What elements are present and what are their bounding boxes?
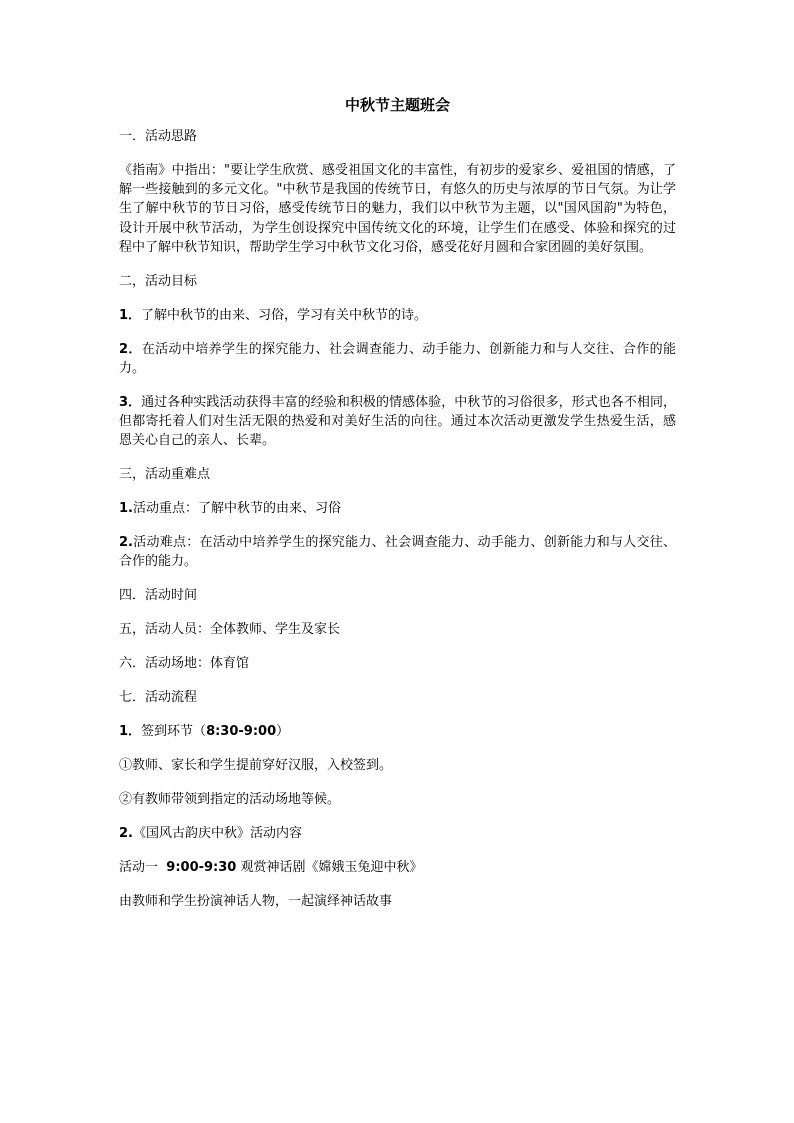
step-text: 《国风古韵庆中秋》活动内容 bbox=[132, 826, 302, 842]
step-text: 签到环节（ bbox=[141, 724, 207, 740]
goal-number: 2． bbox=[119, 342, 142, 358]
goal-text: 通过各种实践活动获得丰富的经验和积极的情感体验，中秋节的习俗很多，形式也各不相同，但都寄托着人们对生活无限的热爱和对美好生活的向往。通过本次活动更激发学生热爱生活，感恩关心自己的亲人、长辈。 bbox=[119, 395, 676, 449]
step-number: 1． bbox=[119, 724, 142, 740]
section-heading-goals: 二，活动目标 bbox=[119, 274, 198, 290]
section-heading-approach: 一．活动思路 bbox=[119, 129, 198, 144]
process-step-2 bbox=[119, 824, 676, 843]
step-number: 2. bbox=[119, 826, 133, 842]
goal-number: 3． bbox=[119, 395, 142, 411]
section-heading-participants: 五，活动人员：全体教师、学生及家长 bbox=[119, 622, 341, 638]
goal-number: 1． bbox=[119, 308, 142, 324]
process-step-1 bbox=[119, 722, 676, 741]
step-time: 8:30-9:00 bbox=[206, 724, 277, 740]
document-title: 中秋节主题班会 bbox=[344, 96, 450, 114]
activity-1 bbox=[119, 858, 676, 877]
goal-item-3 bbox=[119, 393, 676, 450]
key-point-text: 活动难点：在活动中培养学生的探究能力、社会调查能力、动手能力、创新能力和与人交往、合作的能力。 bbox=[119, 535, 676, 570]
key-point-2 bbox=[119, 533, 676, 571]
step-text-end: ） bbox=[276, 724, 290, 740]
section-heading-venue: 六．活动场地：体育馆 bbox=[119, 656, 250, 672]
paragraph-approach: 《指南》中指出："要让学生欣赏、感受祖国文化的丰富性，有初步的爱家乡、爱祖国的情感，了解一些接触到的多元文化。"中秋节是我国的传统节日，有悠久的历史与浓厚的节日气氛。为让学生了解中秋节的节日习俗，感受传统节日的魅力，我们以中秋节为主题，以"国风国韵"为特色，设计开展中秋节活动，为学生创设探究中国传统文化的环境，让学生们在感受、体验和探究的过程中了解中秋节知识，帮助学生学习中秋节文化习俗，感受花好月圆和合家团圆的美好氛围。 bbox=[119, 163, 676, 255]
section-heading-key-points: 三，活动重难点 bbox=[119, 467, 211, 483]
section-heading-process: 七．活动流程 bbox=[119, 690, 198, 706]
section-heading-time: 四．活动时间 bbox=[119, 588, 198, 604]
goal-text: 了解中秋节的由来、习俗，学习有关中秋节的诗。 bbox=[141, 308, 428, 324]
goal-item-1 bbox=[119, 306, 676, 325]
key-point-number: 1. bbox=[119, 501, 133, 517]
key-point-text: 活动重点：了解中秋节的由来、习俗 bbox=[132, 501, 341, 517]
process-step-1-item-a: ①教师、家长和学生提前穿好汉服，入校签到。 bbox=[119, 758, 393, 774]
activity-1-description: 由教师和学生扮演神话人物，一起演绎神话故事 bbox=[119, 894, 393, 910]
goal-item-2 bbox=[119, 340, 676, 378]
goal-text: 在活动中培养学生的探究能力、社会调查能力、动手能力、创新能力和与人交往、合作的能力。 bbox=[119, 342, 676, 377]
activity-label: 活动一 bbox=[119, 860, 159, 876]
activity-time: 9:00-9:30 bbox=[166, 860, 237, 876]
document-page bbox=[119, 95, 676, 926]
process-step-1-item-b: ②有教师带领到指定的活动场地等候。 bbox=[119, 792, 341, 808]
key-point-number: 2. bbox=[119, 535, 133, 551]
activity-text: 观赏神话剧《嫦娥玉兔迎中秋》 bbox=[240, 860, 423, 876]
key-point-1 bbox=[119, 499, 676, 518]
